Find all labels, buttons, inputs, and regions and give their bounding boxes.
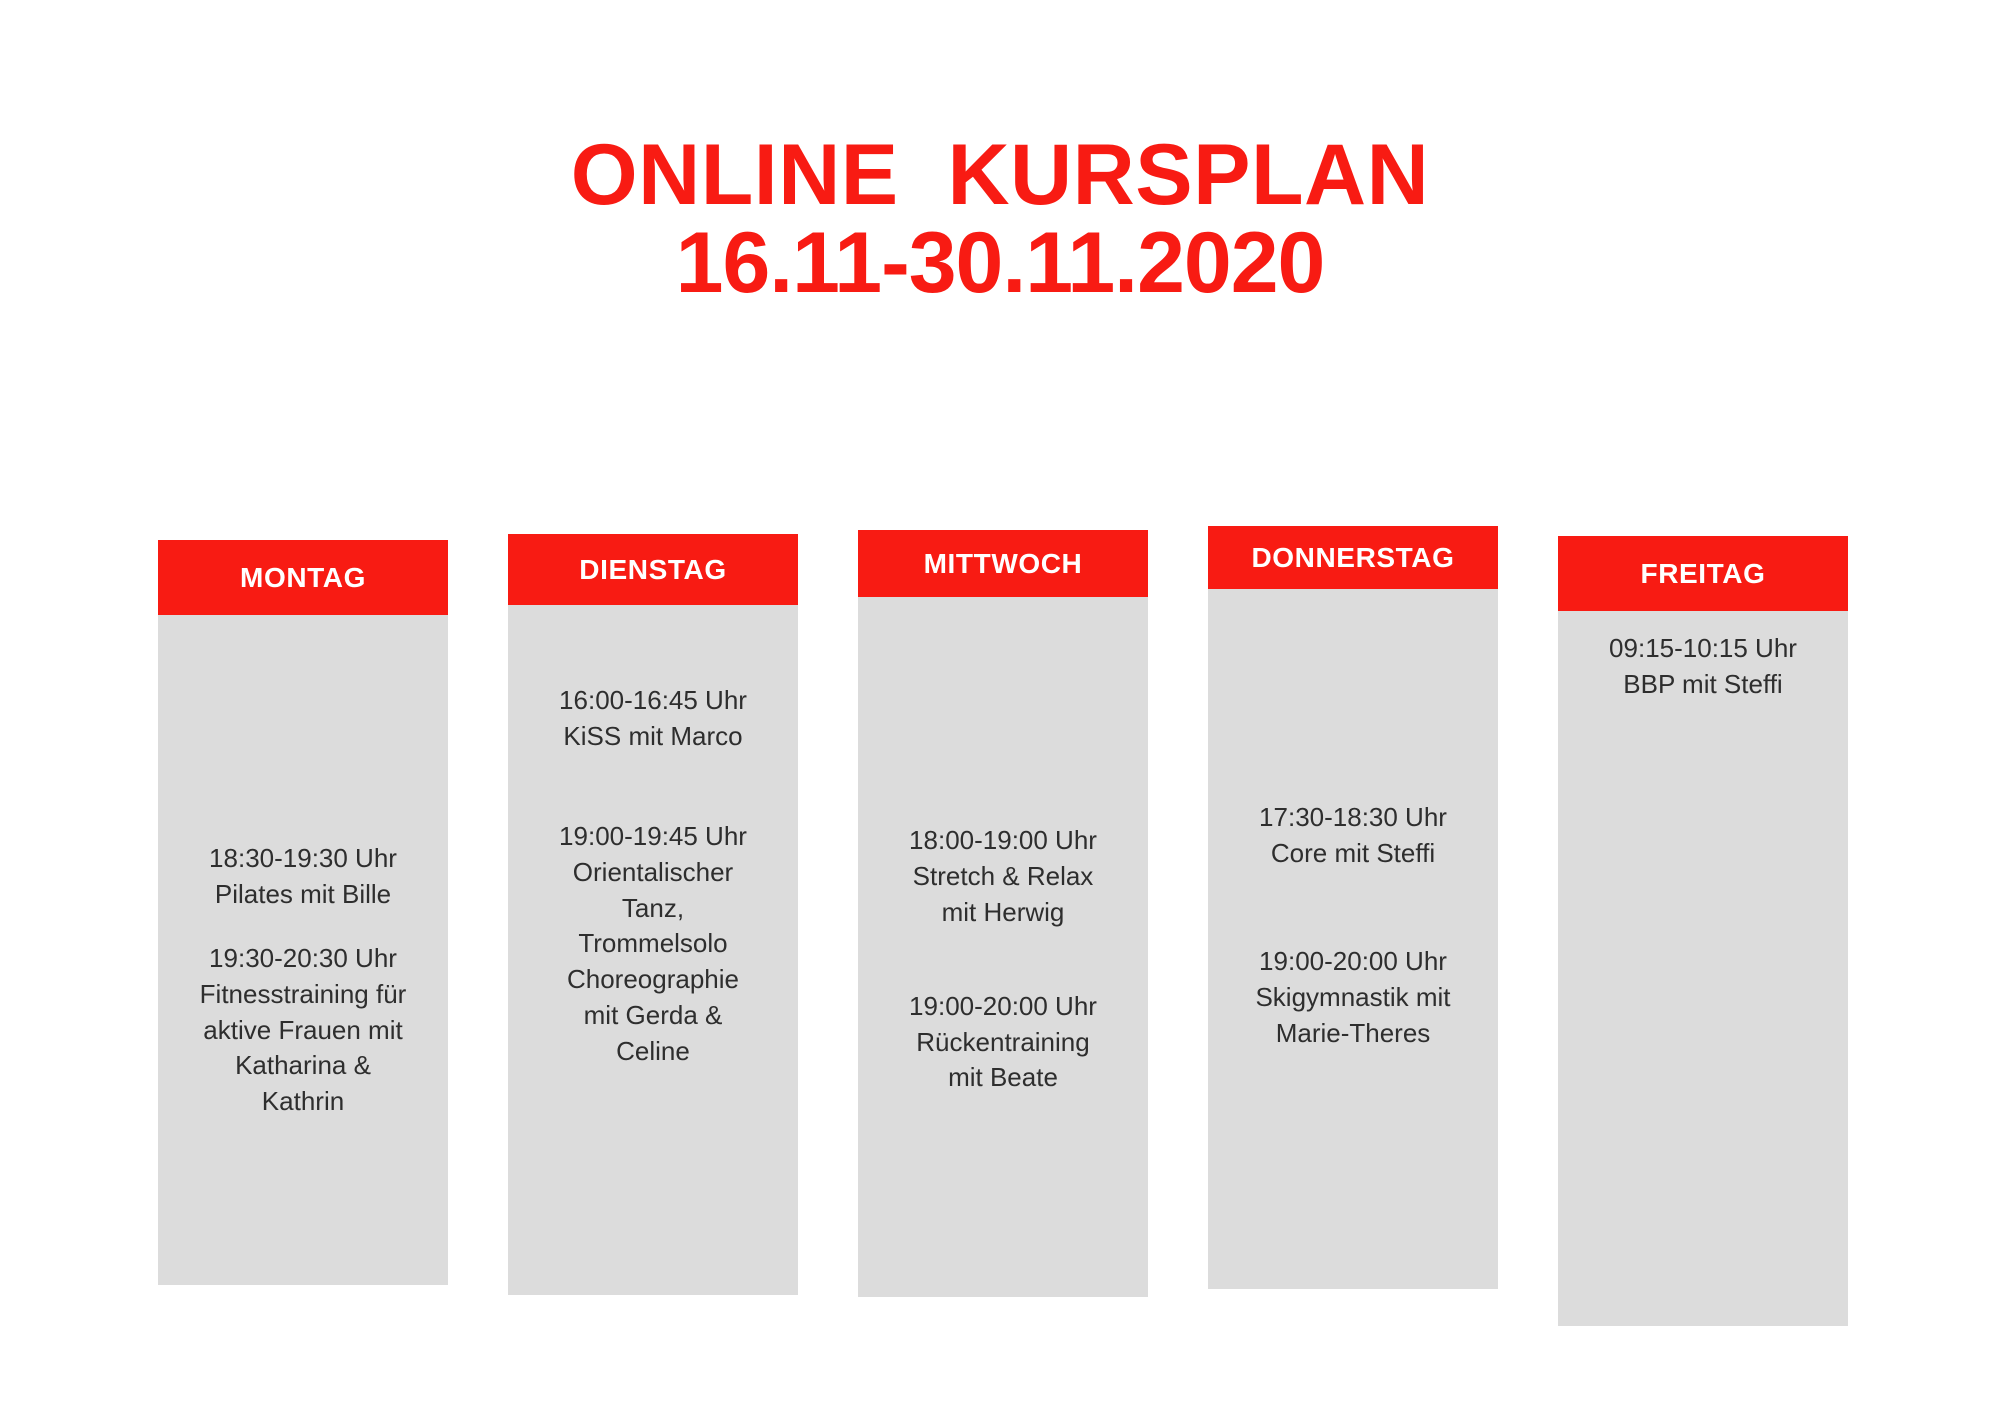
spacer <box>1220 872 1486 944</box>
day-column-dienstag <box>508 534 798 1295</box>
day-column-donnerstag <box>1208 526 1498 1289</box>
course-entry: 19:30-20:30 Uhr Fitnesstraining für aktive Frauen mit Katharina & Kathrin <box>199 942 407 1117</box>
spacer <box>1220 605 1486 800</box>
day-column-montag <box>158 540 448 1285</box>
day-body-donnerstag <box>1208 589 1498 1289</box>
day-header-dienstag: DIENSTAG <box>508 534 798 605</box>
course-entry: 09:15-10:15 Uhr BBP mit Steffi <box>1609 633 1797 699</box>
day-header-freitag: FREITAG <box>1558 536 1848 611</box>
course-entry: 18:30-19:30 Uhr Pilates mit Bille <box>209 843 397 909</box>
day-body-dienstag <box>508 605 798 1295</box>
day-header-donnerstag: DONNERSTAG <box>1208 526 1498 589</box>
spacer <box>170 631 436 841</box>
title-line-1: ONLINE KURSPLAN <box>570 127 1430 223</box>
spacer <box>870 931 1136 989</box>
weekly-schedule-board <box>158 540 1870 1326</box>
day-header-mittwoch: MITTWOCH <box>858 530 1148 597</box>
course-entry: 19:00-20:00 Uhr Rückentraining mit Beate <box>909 990 1097 1093</box>
course-entry: 19:00-20:00 Uhr Skigymnastik mit Marie-Theres <box>1255 945 1451 1048</box>
course-entry: 19:00-19:45 Uhr Orientalischer Tanz, Trommelsolo Choreographie mit Gerda & Celine <box>559 820 747 1066</box>
spacer <box>520 755 786 819</box>
course-entry: 16:00-16:45 Uhr KiSS mit Marco <box>559 685 747 751</box>
course-entry: 18:00-19:00 Uhr Stretch & Relax mit Herwig <box>909 825 1097 927</box>
page-title <box>0 127 2000 311</box>
day-body-mittwoch <box>858 597 1148 1297</box>
course-entry: 17:30-18:30 Uhr Core mit Steffi <box>1259 802 1447 868</box>
spacer <box>170 913 436 941</box>
day-column-freitag <box>1558 536 1848 1326</box>
day-column-mittwoch <box>858 530 1148 1297</box>
day-body-freitag <box>1558 611 1848 1326</box>
day-header-montag: MONTAG <box>158 540 448 615</box>
spacer <box>520 621 786 683</box>
title-line-2: 16.11-30.11.2020 <box>675 214 1325 311</box>
spacer <box>870 613 1136 823</box>
day-body-montag <box>158 615 448 1285</box>
